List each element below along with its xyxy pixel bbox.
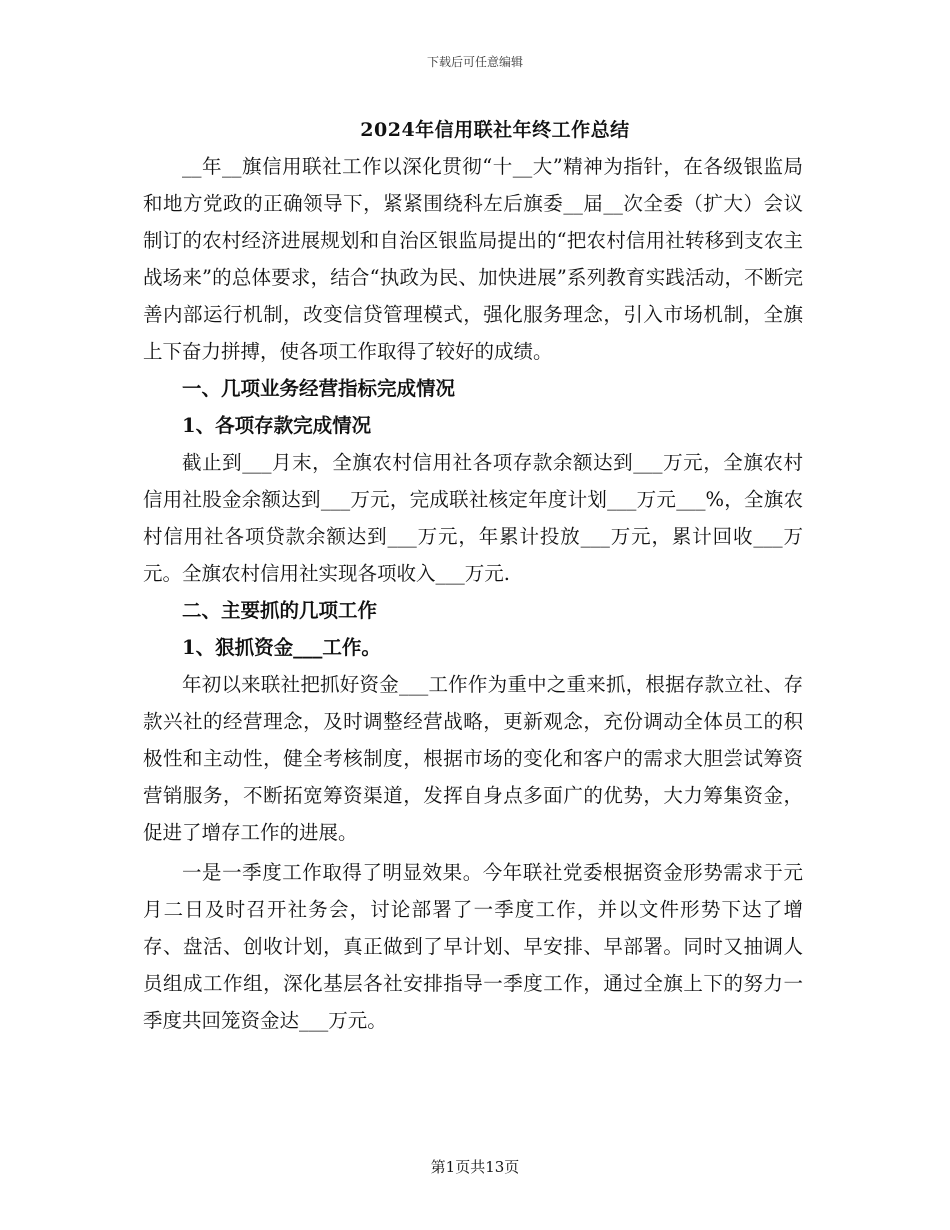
document-title: 2024年信用联社年终工作总结 — [360, 119, 630, 141]
section-heading-2: 二、主要抓的几项工作 — [182, 599, 378, 622]
intro-paragraph: __年__旗信用联社工作以深化贯彻“十__大”精神为指针，在各级银监局和地方党政的正确领导下，紧紧围绕科左后旗委__届__次全委（扩大）会议制订的农村经济进展规划和自治区银监局提出的“把农村信用社转移到支农主战场来”的总体要求，结合“执政为民、加快进展”系列教育实践活动，不断完善内部运行机制，改变信贷管理模式，强化服务理念，引入市场机制，全旗上下奋力拼搏，使各项工作取得了较好的成绩。 — [143, 155, 803, 363]
deposits-paragraph: 截止到___月末，全旗农村信用社各项存款余额达到___万元，全旗农村信用社股金余额达到___万元，完成联社核定年度计划___万元___%，全旗农村信用社各项贷款余额达到___万元，年累计投放___万元，累计回收___万元。全旗农村信用社实现各项收入___万元. — [143, 451, 803, 585]
header-note: 下载后可任意编辑 — [426, 55, 523, 69]
section-heading-1: 一、几项业务经营指标完成情况 — [182, 377, 456, 400]
subsection-heading-funds: 1、狠抓资金___工作。 — [182, 636, 381, 659]
subsection-heading-deposits: 1、各项存款完成情况 — [182, 414, 372, 437]
first-quarter-paragraph: 一是一季度工作取得了明显效果。今年联社党委根据资金形势需求于元月二日及时召开社务会，讨论部署了一季度工作，并以文件形势下达了增存、盘活、创收计划，真正做到了早计划、早安排、早部署。同时又抽调人员组成工作组，深化基层各社安排指导一季度工作，通过全旗上下的努力一季度共回笼资金达___万元。 — [143, 861, 803, 1032]
document-body — [143, 148, 803, 1039]
page-number: 第1页共13页 — [430, 1158, 520, 1176]
funds-paragraph: 年初以来联社把抓好资金___工作作为重中之重来抓，根据存款立社、存款兴社的经营理念，及时调整经营战略，更新观念，充份调动全体员工的积极性和主动性，健全考核制度，根据市场的变化和客户的需求大胆尝试筹资营销服务，不断拓宽筹资渠道，发挥自身点多面广的优势，大力筹集资金，促进了增存工作的进展。 — [143, 673, 803, 844]
